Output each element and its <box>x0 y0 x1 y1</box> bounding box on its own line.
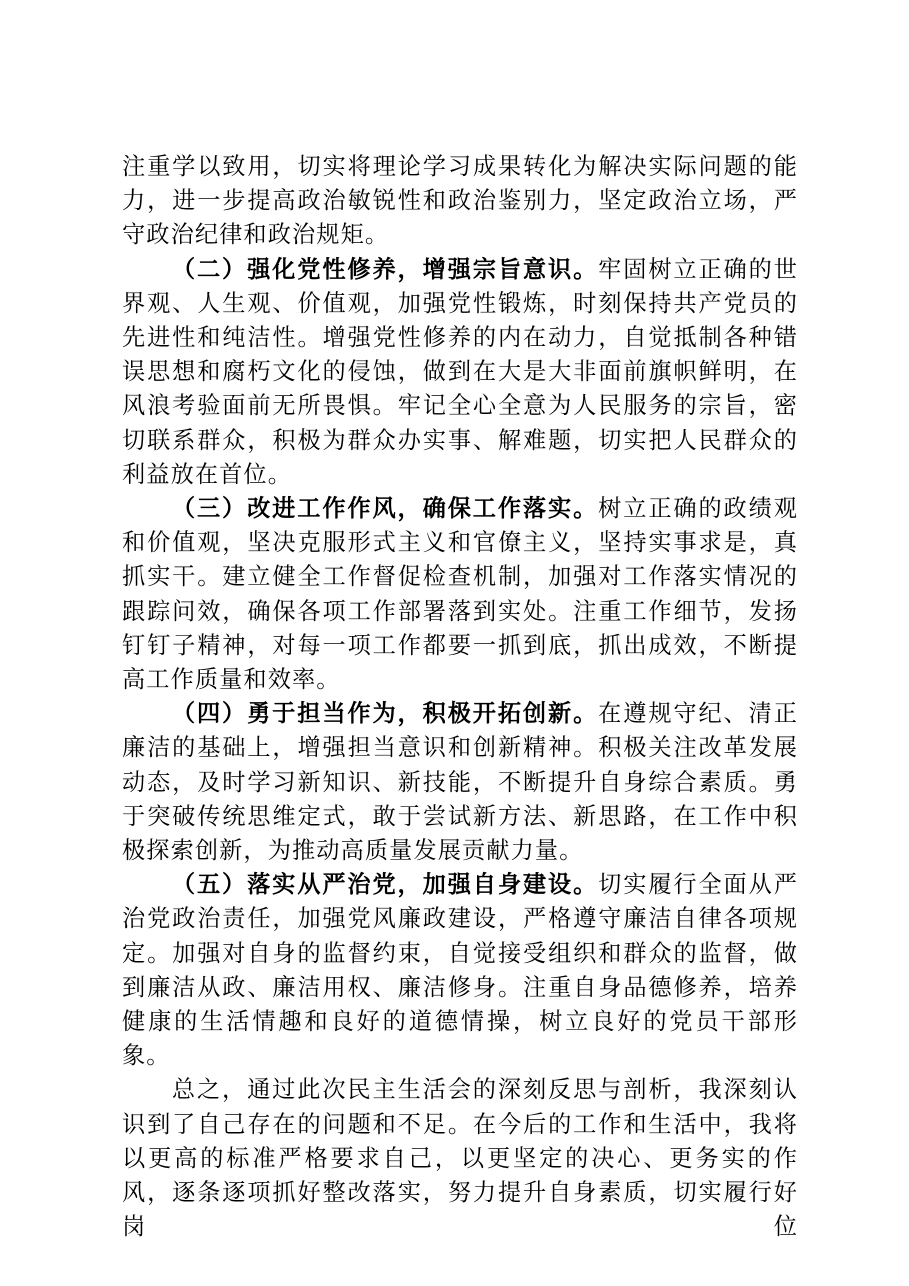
paragraph-section-3 <box>122 492 798 697</box>
paragraph-text: 树立正确的政绩观和价值观，坚决克服形式主义和官僚主义，坚持实事求是，真抓实干。建立健全工作督促检查机制，加强对工作落实情况的跟踪问效，确保各项工作部署落到实处。注重工作细节，发扬钉钉子精神，对每一项工作都要一抓到底，抓出成效，不断提高工作质量和效率。 <box>122 495 798 694</box>
paragraph-lead-heading: （二）强化党性修养，增强宗旨意识。 <box>171 255 599 283</box>
paragraph-lead-heading: （四）勇于担当作为，积极开拓创新。 <box>171 700 599 728</box>
paragraph-text: 牢固树立正确的世界观、人生观、价值观，加强党性锻炼，时刻保持共产党员的先进性和纯洁性。增强党性修养的内在动力，自觉抵制各种错误思想和腐朽文化的侵蚀，做到在大是大非面前旗帜鲜明，在风浪考验面前无所畏惧。牢记全心全意为人民服务的宗旨，密切联系群众，积极为群众办实事、解难题，切实把人民群众的利益放在首位。 <box>122 255 798 488</box>
paragraph-continuation <box>122 150 798 253</box>
paragraph-section-2 <box>122 253 798 492</box>
paragraph-lead-heading: （五）落实从严治党，加强自身建设。 <box>171 871 599 899</box>
paragraph-text: 注重学以致用，切实将理论学习成果转化为解决实际问题的能力，进一步提高政治敏锐性和政治鉴别力，坚定政治立场，严守政治纪律和政治规矩。 <box>122 153 798 249</box>
paragraph-lead-heading: （三）改进工作作风，确保工作落实。 <box>171 495 599 523</box>
paragraph-text: 切实履行全面从严治党政治责任，加强党风廉政建设，严格遵守廉洁自律各项规定。加强对自身的监督约束，自觉接受组织和群众的监督，做到廉洁从政、廉洁用权、廉洁修身。注重自身品德修养，培养健康的生活情趣和良好的道德情操，树立良好的党员干部形象。 <box>122 871 798 1070</box>
document-body <box>122 150 798 1245</box>
paragraph-text: 在遵规守纪、清正廉洁的基础上，增强担当意识和创新精神。积极关注改革发展动态，及时学习新知识、新技能，不断提升自身综合素质。勇于突破传统思维定式，敢于尝试新方法、新思路，在工作中积极探索创新，为推动高质量发展贡献力量。 <box>122 700 798 865</box>
paragraph-section-4 <box>122 697 798 868</box>
paragraph-conclusion <box>122 1073 798 1244</box>
paragraph-text: 总之，通过此次民主生活会的深刻反思与剖析，我深刻认识到了自己存在的问题和不足。在今后的工作和生活中，我将以更高的标准严格要求自己，以更坚定的决心、更务实的作风，逐条逐项抓好整改落实，努力提升自身素质，切实履行好岗位 <box>122 1076 798 1241</box>
paragraph-section-5 <box>122 868 798 1073</box>
